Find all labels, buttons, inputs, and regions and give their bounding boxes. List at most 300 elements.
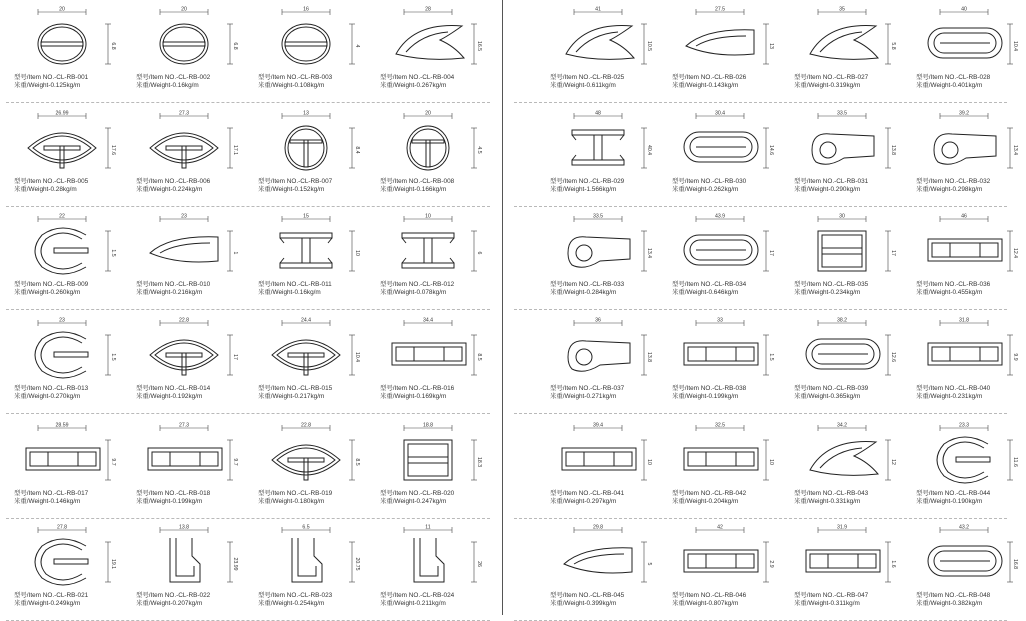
item-number: 型号/Item NO.-CL-RB-035 [794,281,869,288]
profile-card [780,207,904,310]
dim-height-label: 5.8 [890,42,896,50]
dimension-lines [38,6,111,64]
profile-card [366,416,490,519]
dim-width-label: 22.8 [178,317,190,324]
profile-caption [550,178,624,195]
profile-caption [794,385,868,402]
profile-caption [258,490,332,507]
profile-shape [285,126,327,170]
dim-width-label: 43.2 [958,524,970,531]
item-number: 型号/Item NO.-CL-RB-001 [14,74,89,81]
profile-card [658,207,782,310]
profile-shape [150,133,218,168]
profile-drawing [8,110,116,176]
profile-card [658,311,782,414]
item-number: 型号/Item NO.-CL-RB-024 [380,592,455,599]
profile-caption [550,385,624,402]
profile-drawing [374,317,482,383]
profile-card [122,311,246,414]
dimension-lines [818,110,891,168]
profile-caption [136,490,210,507]
profile-shape [562,448,636,470]
profile-drawing [374,422,482,488]
profile-caption [14,281,88,298]
item-number: 型号/Item NO.-CL-RB-017 [14,490,89,497]
profile-card [244,207,368,310]
dimension-lines [38,317,111,375]
profile-shape [414,538,444,582]
dim-width-label: 43.9 [714,213,726,220]
dim-width-label: 16 [303,6,309,13]
profile-shape [35,539,88,585]
profile-card [0,207,124,310]
item-weight: 米重/Weight-0.319kg/m [794,82,861,90]
dim-height-label: 18.3 [476,456,482,468]
dim-height-label: 13.4 [646,247,652,259]
profile-drawing [666,6,774,72]
profile-caption [794,281,868,298]
profile-drawing [666,110,774,176]
profile-caption [14,592,88,609]
profile-card [244,518,368,621]
dimension-lines [282,6,355,64]
profile-card [366,104,490,207]
dim-height-label: 40.4 [646,144,652,156]
profile-shape [150,237,218,262]
dimension-lines [696,213,769,271]
item-weight: 米重/Weight-0.290kg/m [794,186,861,194]
dimension-lines [940,422,1013,480]
dim-width-label: 39.2 [958,110,970,117]
item-weight: 米重/Weight-0.807kg/m [672,600,739,608]
item-weight: 米重/Weight-0.199kg/m [672,393,739,401]
profile-card [122,207,246,310]
profile-shape [396,26,464,60]
item-weight: 米重/Weight-0.169kg/m [380,393,447,401]
profile-caption [14,178,88,195]
profile-shape [566,26,634,60]
dim-width-label: 46 [961,213,967,220]
profile-shape [928,546,1002,576]
profile-caption [550,490,624,507]
profile-shape [928,343,1002,365]
item-number: 型号/Item NO.-CL-RB-026 [672,74,747,81]
profile-drawing [374,6,482,72]
profile-drawing [910,524,1018,590]
profile-drawing [666,317,774,383]
dim-width-label: 18.8 [422,422,434,429]
item-weight: 米重/Weight-0.166kg/m [380,186,447,194]
profile-caption [136,592,210,609]
dim-height-label: 17 [768,250,774,256]
dim-height-label: 1.5 [110,249,116,257]
profile-drawing [544,524,652,590]
item-number: 型号/Item NO.-CL-RB-005 [14,178,89,185]
item-number: 型号/Item NO.-CL-RB-042 [672,490,747,497]
row-separator [6,309,490,310]
row-separator [514,102,1007,103]
dim-height-label: 4 [354,44,360,48]
item-number: 型号/Item NO.-CL-RB-032 [916,178,991,185]
profile-caption [258,178,332,195]
catalog-row [508,416,1018,519]
profile-shape [148,448,222,470]
item-number: 型号/Item NO.-CL-RB-020 [380,490,455,497]
dim-width-label: 22.8 [300,422,312,429]
dim-width-label: 33 [717,317,723,324]
item-weight: 米重/Weight-0.231kg/m [916,393,983,401]
item-weight: 米重/Weight-0.455kg/m [916,289,983,297]
profile-drawing [252,317,360,383]
dim-height-label: 1.5 [110,353,116,361]
item-number: 型号/Item NO.-CL-RB-036 [916,281,991,288]
profile-shape [282,24,330,64]
dimension-lines [574,213,647,271]
item-number: 型号/Item NO.-CL-RB-014 [136,385,211,392]
dimension-lines [940,524,1013,582]
dim-height-label: 6.8 [232,42,238,50]
dimension-lines [818,422,891,480]
profile-drawing [910,110,1018,176]
item-number: 型号/Item NO.-CL-RB-011 [258,281,332,288]
dim-width-label: 41 [595,6,601,13]
dimension-lines [282,422,355,480]
profile-shape [934,134,996,164]
item-weight: 米重/Weight-0.216kg/m [136,289,203,297]
dim-height-label: 4.5 [476,146,482,154]
dim-width-label: 15 [303,213,309,220]
profile-card [902,311,1026,414]
item-number: 型号/Item NO.-CL-RB-030 [672,178,747,185]
profile-drawing [910,422,1018,488]
dim-height-label: 17 [890,250,896,256]
profile-drawing [666,524,774,590]
dim-height-label: 6.8 [110,42,116,50]
dim-width-label: 42 [717,524,723,531]
profile-shape [38,24,86,64]
item-weight: 米重/Weight-0.180kg/m [258,498,325,506]
profile-drawing [252,110,360,176]
item-number: 型号/Item NO.-CL-RB-047 [794,592,869,599]
item-weight: 米重/Weight-0.192kg/m [136,393,203,401]
profile-drawing [130,213,238,279]
profile-shape [280,233,332,268]
profile-card [902,207,1026,310]
profile-drawing [788,110,896,176]
profile-caption [550,74,624,91]
item-weight: 米重/Weight-0.611kg/m [550,82,616,90]
item-weight: 米重/Weight-0.271kg/m [550,393,617,401]
item-number: 型号/Item NO.-CL-RB-018 [136,490,211,497]
item-weight: 米重/Weight-0.078kg/m [380,289,447,297]
profile-card [0,518,124,621]
profile-drawing [544,6,652,72]
profile-caption [550,592,624,609]
dim-width-label: 23 [181,213,187,220]
profile-card [122,518,246,621]
profile-shape [402,233,454,268]
dim-width-label: 11 [425,524,431,531]
profile-card [122,104,246,207]
profile-shape [568,341,630,371]
profile-shape [564,548,632,573]
item-weight: 米重/Weight-0.152kg/m [258,186,325,194]
profile-card [902,0,1026,103]
profile-card [0,311,124,414]
dim-height-label: 1.5 [768,353,774,361]
item-number: 型号/Item NO.-CL-RB-009 [14,281,89,288]
dimension-lines [160,317,233,375]
item-weight: 米重/Weight-0.146kg/m [14,498,81,506]
profile-shape [684,132,758,162]
dim-height-label: 12.6 [890,351,896,363]
item-number: 型号/Item NO.-CL-RB-048 [916,592,991,599]
dim-width-label: 20 [425,110,431,117]
item-weight: 米重/Weight-0.260kg/m [14,289,81,297]
dim-width-label: 30.4 [714,110,726,117]
dimension-lines [696,110,769,168]
profile-caption [380,385,454,402]
profile-drawing [544,422,652,488]
profile-card [0,0,124,103]
dim-width-label: 28 [425,6,431,13]
item-weight: 米重/Weight-0.143kg/m [672,82,739,90]
dim-height-label: 12 [890,459,896,465]
item-number: 型号/Item NO.-CL-RB-021 [14,592,89,599]
profile-shape [812,134,874,164]
item-number: 型号/Item NO.-CL-RB-037 [550,385,625,392]
profile-caption [672,74,746,91]
dim-width-label: 33.5 [592,213,604,220]
item-number: 型号/Item NO.-CL-RB-016 [380,385,455,392]
item-number: 型号/Item NO.-CL-RB-019 [258,490,333,497]
profile-shape [810,26,878,60]
profile-shape [810,442,878,476]
profile-caption [794,490,868,507]
profile-card [780,311,904,414]
profile-drawing [8,524,116,590]
dim-width-label: 13.8 [178,524,190,531]
profile-shape [684,235,758,265]
dimension-lines [38,524,111,582]
item-weight: 米重/Weight-0.249kg/m [14,600,81,608]
dim-height-label: 9.7 [110,458,116,466]
item-weight: 米重/Weight-0.204kg/m [672,498,739,506]
dim-height-label: 19.1 [110,558,116,570]
item-number: 型号/Item NO.-CL-RB-028 [916,74,991,81]
profile-caption [916,385,990,402]
dim-height-label: 14.6 [768,144,774,156]
dimension-lines [818,317,891,375]
dim-height-label: 17 [232,354,238,360]
profile-card [366,207,490,310]
profile-drawing [788,213,896,279]
profile-drawing [252,213,360,279]
dim-height-label: 11.6 [1012,457,1018,467]
item-number: 型号/Item NO.-CL-RB-013 [14,385,89,392]
profile-card [902,518,1026,621]
dim-height-label: 8.5 [354,458,360,466]
item-number: 型号/Item NO.-CL-RB-015 [258,385,333,392]
profile-caption [14,490,88,507]
profile-drawing [374,110,482,176]
profile-card [536,518,660,621]
item-weight: 米重/Weight-0.646kg/m [672,289,739,297]
item-number: 型号/Item NO.-CL-RB-012 [380,281,455,288]
profile-caption [672,281,746,298]
profile-shape [806,550,880,572]
dim-height-label: 1 [232,251,238,255]
profile-card [244,311,368,414]
item-weight: 米重/Weight-0.284kg/m [550,289,617,297]
dim-height-label: 10.4 [354,351,360,363]
dim-height-label: 10 [646,459,652,465]
catalog-row [508,0,1018,103]
item-number: 型号/Item NO.-CL-RB-045 [550,592,625,599]
dim-width-label: 38.2 [836,317,848,324]
item-weight: 米重/Weight-0.270kg/m [14,393,81,401]
profile-drawing [8,213,116,279]
profile-drawing [130,6,238,72]
dim-height-label: 16.5 [476,40,482,52]
profile-caption [258,74,332,91]
catalog-row [0,0,496,103]
dim-width-label: 22 [59,213,65,220]
profile-caption [672,592,746,609]
dim-height-label: 9.7 [232,458,238,466]
profile-drawing [252,6,360,72]
dim-width-label: 31.8 [958,317,970,324]
profile-card [0,416,124,519]
profile-shape [35,332,88,378]
profile-card [902,104,1026,207]
profile-card [0,104,124,207]
item-weight: 米重/Weight-0.254kg/m [258,600,325,608]
dimension-lines [38,213,111,271]
dim-width-label: 32.5 [714,422,726,429]
item-number: 型号/Item NO.-CL-RB-022 [136,592,211,599]
dimension-lines [38,110,111,168]
profile-shape [684,550,758,572]
dim-height-label: 13.8 [646,351,652,363]
dim-width-label: 10 [425,213,431,220]
catalog-row [0,416,496,519]
dim-width-label: 48 [595,110,601,117]
dim-height-label: 6 [476,251,482,255]
profile-shape [928,28,1002,58]
profile-card [244,416,368,519]
catalog-row [508,207,1018,310]
item-weight: 米重/Weight-0.199kg/m [136,498,203,506]
profile-drawing [252,422,360,488]
item-number: 型号/Item NO.-CL-RB-031 [794,178,869,185]
profile-shape [150,340,218,375]
profile-shape [26,448,100,470]
profile-caption [550,281,624,298]
profile-drawing [910,6,1018,72]
item-weight: 米重/Weight-0.267kg/m [380,82,447,90]
profile-card [244,104,368,207]
profile-drawing [8,317,116,383]
profile-drawing [544,213,652,279]
profile-caption [14,385,88,402]
profile-caption [136,178,210,195]
profile-shape [818,231,866,271]
dim-width-label: 6.5 [302,524,310,531]
profile-caption [672,385,746,402]
profile-shape [272,445,340,480]
profile-caption [258,281,332,298]
item-weight: 米重/Weight-0.311kg/m [794,600,860,608]
item-number: 型号/Item NO.-CL-RB-025 [550,74,625,81]
profile-drawing [130,110,238,176]
item-number: 型号/Item NO.-CL-RB-006 [136,178,211,185]
item-weight: 米重/Weight-0.207kg/m [136,600,203,608]
dim-width-label: 28.59 [55,422,69,429]
profile-card [658,104,782,207]
profile-shape [928,239,1002,261]
row-separator [6,102,490,103]
item-weight: 米重/Weight-0.16kg/m [136,82,199,90]
profile-drawing [788,524,896,590]
item-weight: 米重/Weight-0.262kg/m [672,186,739,194]
dim-height-label: 13.8 [890,144,896,156]
dim-width-label: 27.3 [178,110,190,117]
dim-width-label: 27.3 [178,422,190,429]
catalog-row [508,104,1018,207]
dim-height-label: 16.8 [1012,558,1018,570]
dim-height-label: 10.4 [1012,40,1018,52]
profile-drawing [788,6,896,72]
profile-caption [916,281,990,298]
profile-drawing [788,317,896,383]
profile-caption [380,281,454,298]
dim-width-label: 33.5 [836,110,848,117]
profile-caption [380,178,454,195]
profile-drawing [544,317,652,383]
dim-height-label: 5 [646,562,652,566]
profile-drawing [252,524,360,590]
profile-drawing [130,422,238,488]
catalog-page-left [0,0,496,615]
profile-card [780,416,904,519]
profile-caption [794,592,868,609]
profile-drawing [910,317,1018,383]
catalog-row [0,311,496,414]
dimension-lines [940,110,1013,168]
dim-height-label: 8.5 [476,353,482,361]
profile-card [122,416,246,519]
dim-height-label: 12.4 [1012,247,1018,259]
profile-card [536,0,660,103]
dimension-lines [404,524,477,582]
profile-caption [258,592,332,609]
item-weight: 米重/Weight-0.331kg/m [794,498,861,506]
dimension-lines [940,6,1013,64]
profile-caption [136,74,210,91]
profile-card [122,0,246,103]
dim-height-label: 10 [354,250,360,256]
item-weight: 米重/Weight-0.365kg/m [794,393,861,401]
item-weight: 米重/Weight-0.247kg/m [380,498,447,506]
profile-shape [684,448,758,470]
profile-caption [258,385,332,402]
dim-width-label: 27.5 [714,6,726,13]
profile-shape [684,343,758,365]
profile-card [536,416,660,519]
item-weight: 米重/Weight-0.401kg/m [916,82,983,90]
dim-width-label: 20 [59,6,65,13]
